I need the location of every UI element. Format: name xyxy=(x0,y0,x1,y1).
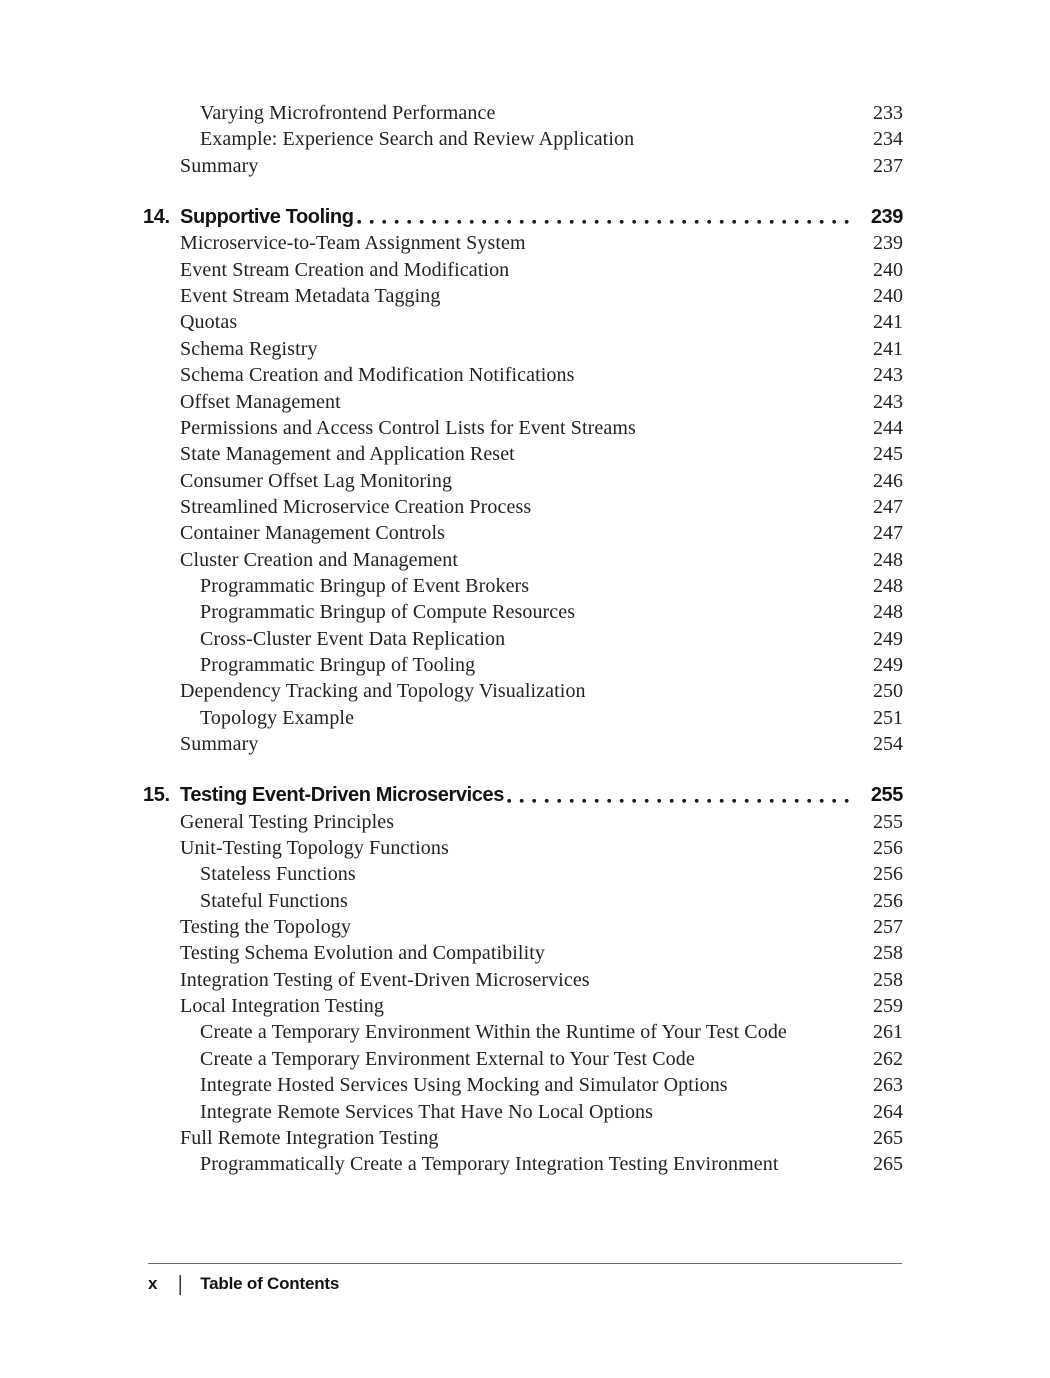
entry-page-number: 250 xyxy=(873,680,903,703)
entry-page-number: 241 xyxy=(873,337,903,360)
entry-label: Schema Creation and Modification Notifications xyxy=(180,364,575,387)
toc-section xyxy=(143,100,903,179)
toc-entry xyxy=(143,257,903,283)
toc-entry xyxy=(143,861,903,887)
entry-label: Programmatic Bringup of Compute Resources xyxy=(200,601,576,624)
dot-leader xyxy=(357,219,857,225)
entry-page-number: 246 xyxy=(873,469,903,492)
toc-entry xyxy=(143,678,903,704)
entry-page-number: 249 xyxy=(873,627,903,650)
entry-label: Event Stream Creation and Modification xyxy=(180,258,510,281)
entry-label: Offset Management xyxy=(180,390,341,413)
chapter-heading xyxy=(143,782,903,808)
toc-entry xyxy=(143,1151,903,1177)
entry-label: Summary xyxy=(180,732,259,755)
entry-page-number: 265 xyxy=(873,1126,903,1149)
toc-entry xyxy=(143,573,903,599)
toc-entry xyxy=(143,494,903,520)
entry-label: Create a Temporary Environment External to Your Test Code xyxy=(200,1047,695,1070)
entry-page-number: 248 xyxy=(873,574,903,597)
entry-page-number: 262 xyxy=(873,1047,903,1070)
entry-page-number: 240 xyxy=(873,258,903,281)
entry-label: Local Integration Testing xyxy=(180,995,385,1018)
entry-page-number: 233 xyxy=(873,102,903,124)
toc-entry xyxy=(143,1072,903,1098)
entry-page-number: 258 xyxy=(873,942,903,965)
toc-entry xyxy=(143,967,903,993)
entry-label: Integrate Remote Services That Have No Local Options xyxy=(200,1100,654,1123)
toc-entry xyxy=(143,809,903,835)
entry-label: Cluster Creation and Management xyxy=(180,548,459,571)
toc-entry xyxy=(143,599,903,625)
toc-entry xyxy=(143,415,903,441)
toc-entry xyxy=(143,705,903,731)
entry-page-number: 248 xyxy=(873,548,903,571)
chapter-heading xyxy=(143,204,903,230)
entry-label: Create a Temporary Environment Within the Runtime of Your Test Code xyxy=(200,1021,787,1044)
chapter-page-number: 255 xyxy=(870,784,903,807)
entry-page-number: 258 xyxy=(873,968,903,991)
toc-entry xyxy=(143,1046,903,1072)
entry-label: Consumer Offset Lag Monitoring xyxy=(180,469,453,492)
entry-page-number: 256 xyxy=(873,889,903,912)
footer xyxy=(148,1263,902,1294)
entry-label: Integration Testing of Event-Driven Microservices xyxy=(180,968,590,991)
toc-entry xyxy=(143,362,903,388)
entry-label: Programmatic Bringup of Event Brokers xyxy=(200,574,530,597)
toc-entry xyxy=(143,888,903,914)
entry-page-number: 245 xyxy=(873,443,903,466)
toc-entry xyxy=(143,309,903,335)
entry-page-number: 265 xyxy=(873,1153,903,1176)
footer-section-label: Table of Contents xyxy=(200,1274,340,1293)
entry-label: Container Management Controls xyxy=(180,522,446,545)
chapter-number: 14. xyxy=(143,206,170,229)
entry-label: Quotas xyxy=(180,311,238,334)
entry-label: Dependency Tracking and Topology Visualization xyxy=(180,680,586,703)
toc-section xyxy=(143,782,903,1177)
entry-label: Stateful Functions xyxy=(200,889,348,912)
toc-entry xyxy=(143,652,903,678)
entry-page-number: 261 xyxy=(873,1021,903,1044)
toc-entry xyxy=(143,914,903,940)
chapter-title: Testing Event-Driven Microservices xyxy=(180,784,504,807)
toc-entry xyxy=(143,468,903,494)
entry-label: Full Remote Integration Testing xyxy=(180,1126,439,1149)
entry-page-number: 248 xyxy=(873,601,903,624)
entry-label: Stateless Functions xyxy=(200,863,356,886)
toc-entry xyxy=(143,731,903,757)
entry-label: Event Stream Metadata Tagging xyxy=(180,285,441,308)
entry-label: Summary xyxy=(180,154,259,177)
toc-entry xyxy=(143,441,903,467)
entry-page-number: 255 xyxy=(873,810,903,833)
entry-label: Streamlined Microservice Creation Process xyxy=(180,495,532,518)
toc-entry xyxy=(143,1099,903,1125)
entry-page-number: 257 xyxy=(873,916,903,939)
entry-label: Cross-Cluster Event Data Replication xyxy=(200,627,506,650)
toc-entry xyxy=(143,940,903,966)
entry-label: Programmatic Bringup of Tooling xyxy=(200,653,476,676)
toc-entry xyxy=(143,993,903,1019)
toc-entry xyxy=(143,100,903,126)
entry-page-number: 237 xyxy=(873,154,903,177)
toc-entry xyxy=(143,1125,903,1151)
entry-label: Microservice-to-Team Assignment System xyxy=(180,232,526,255)
entry-label: State Management and Application Reset xyxy=(180,443,515,466)
chapter-title: Supportive Tooling xyxy=(180,206,354,229)
entry-page-number: 244 xyxy=(873,416,903,439)
dot-leader xyxy=(507,798,857,804)
entry-label: Testing Schema Evolution and Compatibility xyxy=(180,942,545,965)
toc-entry xyxy=(143,520,903,546)
toc-entry xyxy=(143,336,903,362)
entry-page-number: 256 xyxy=(873,837,903,860)
entry-page-number: 243 xyxy=(873,390,903,413)
toc-section xyxy=(143,204,903,757)
entry-page-number: 254 xyxy=(873,732,903,755)
toc-entry xyxy=(143,283,903,309)
entry-label: Varying Microfrontend Performance xyxy=(200,102,496,124)
entry-page-number: 243 xyxy=(873,364,903,387)
entry-page-number: 247 xyxy=(873,495,903,518)
chapter-number: 15. xyxy=(143,784,170,807)
toc-entry xyxy=(143,389,903,415)
entry-page-number: 240 xyxy=(873,285,903,308)
entry-label: Integrate Hosted Services Using Mocking and Simulator Options xyxy=(200,1074,728,1097)
entry-page-number: 251 xyxy=(873,706,903,729)
entry-page-number: 239 xyxy=(873,232,903,255)
entry-label: Schema Registry xyxy=(180,337,318,360)
toc-entry xyxy=(143,230,903,256)
entry-label: Example: Experience Search and Review Application xyxy=(200,128,635,151)
entry-label: Permissions and Access Control Lists for Event Streams xyxy=(180,416,636,439)
entry-page-number: 256 xyxy=(873,863,903,886)
entry-page-number: 249 xyxy=(873,653,903,676)
entry-page-number: 259 xyxy=(873,995,903,1018)
entry-label: Unit-Testing Topology Functions xyxy=(180,837,449,860)
toc-list xyxy=(143,100,903,1178)
toc-entry xyxy=(143,835,903,861)
entry-page-number: 264 xyxy=(873,1100,903,1123)
toc-entry xyxy=(143,1019,903,1045)
entry-label: Programmatically Create a Temporary Integration Testing Environment xyxy=(200,1153,779,1176)
toc-entry xyxy=(143,547,903,573)
footer-separator: | xyxy=(178,1271,183,1296)
entry-label: General Testing Principles xyxy=(180,810,395,833)
footer-page-number: x xyxy=(148,1274,158,1293)
toc-entry xyxy=(143,126,903,152)
entry-page-number: 241 xyxy=(873,311,903,334)
toc-entry xyxy=(143,626,903,652)
toc-entry xyxy=(143,153,903,179)
chapter-page-number: 239 xyxy=(870,206,903,229)
entry-page-number: 247 xyxy=(873,522,903,545)
entry-label: Testing the Topology xyxy=(180,916,352,939)
entry-page-number: 234 xyxy=(873,128,903,151)
entry-label: Topology Example xyxy=(200,706,355,729)
entry-page-number: 263 xyxy=(873,1074,903,1097)
